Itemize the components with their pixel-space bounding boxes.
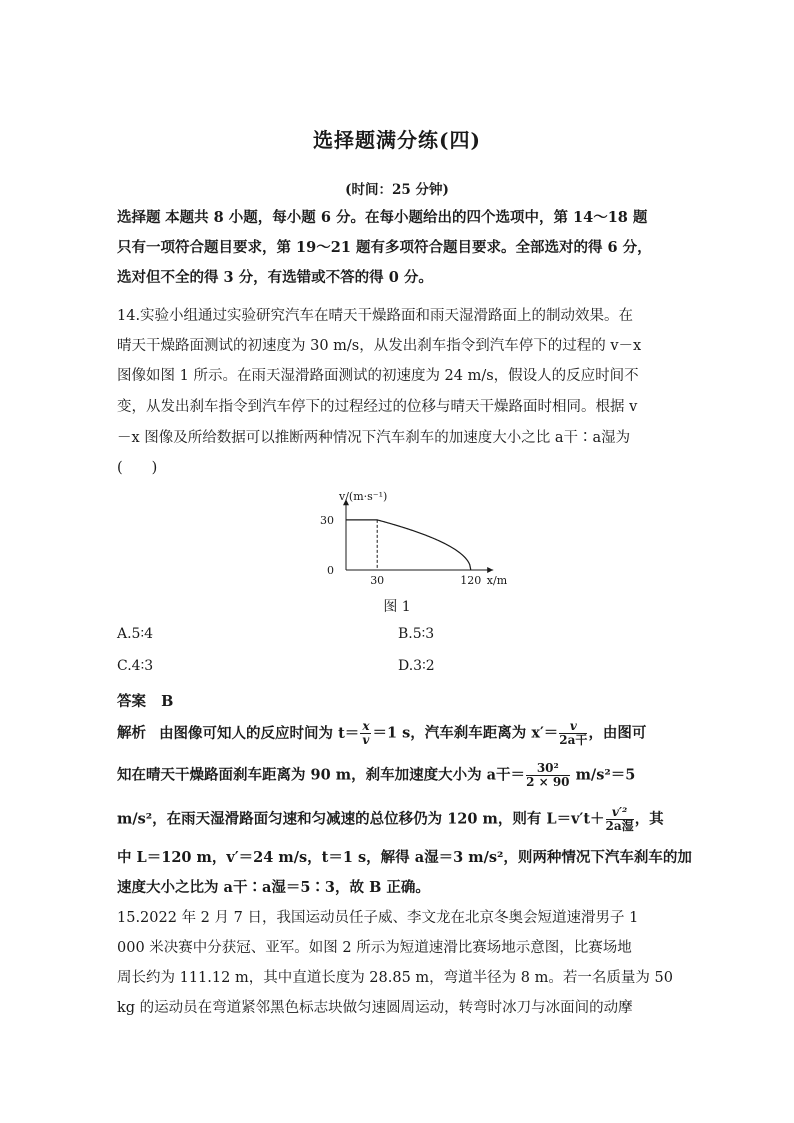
option-c: C.4∶3 [117, 658, 154, 674]
instructions-label: 选择题 [117, 209, 161, 226]
answer-value: B [161, 693, 174, 710]
analysis-text-3a: m/s²，在雨天湿滑路面匀速和匀减速的总位移仍为 120 m，则有 L＝v′t＋ [117, 810, 605, 828]
analysis-fraction-4 [606, 806, 634, 833]
analysis-text-2a: 知在晴天干燥路面刹车距离为 90 m，刹车加速度大小为 a干＝ [117, 766, 526, 784]
origin-label: 0 [327, 564, 334, 577]
x-tick-label-120: 120 [460, 574, 482, 587]
q14-line-6: ( ) [117, 460, 158, 476]
q15-line-3: 周长约为 111.12 m，其中直道长度为 28.85 m，弯道半径为 8 m。若一名质量为 50 [117, 970, 673, 986]
fraction-3-denominator: 2 × 90 [526, 775, 570, 789]
analysis-line-1 [117, 720, 646, 747]
x-axis-label: x/m [486, 574, 508, 587]
analysis-fraction-2 [559, 720, 587, 747]
analysis-text-2b: m/s²＝5 [570, 766, 636, 784]
figure-1-caption: 图 1 [383, 599, 411, 615]
instructions-line-3: 选对但不全的得 3 分，有选错或不答的得 0 分。 [117, 269, 433, 286]
time-note: (时间：25 分钟) [345, 182, 449, 198]
analysis-line-5: 速度大小之比为 a干∶a湿＝5∶3，故 B 正确。 [117, 879, 430, 896]
q14-line-2: 晴天干燥路面测试的初速度为 30 m/s，从发出刹车指令到汽车停下的过程的 v－x [117, 338, 642, 354]
fraction-3-numerator: 30² [526, 762, 569, 776]
instructions-line-2: 只有一项符合题目要求，第 19～21 题有多项符合题目要求。全部选对的得 6 分， [117, 239, 652, 256]
analysis-text-1a: 由图像可知人的反应时间为 t＝ [159, 724, 360, 742]
q14-line-1: 14.实验小组通过实验研究汽车在晴天干燥路面和雨天湿滑路面上的制动效果。在 [117, 308, 634, 324]
series-line-v-x [346, 520, 471, 570]
q14-line-5: －x 图像及所给数据可以推断两种情况下汽车刹车的加速度大小之比 a干∶a湿为 [117, 430, 631, 446]
vx-chart [300, 488, 508, 588]
analysis-label: 解析 [117, 724, 146, 742]
y-axis-label: v/(m·s⁻¹) [339, 490, 388, 503]
analysis-text-1c: ，由图可 [588, 724, 647, 742]
x-tick-label-30: 30 [370, 574, 385, 587]
option-d: D.3∶2 [398, 658, 435, 674]
q14-line-3: 图像如图 1 所示。在雨天湿滑路面测试的初速度为 24 m/s，假设人的反应时间不 [117, 368, 639, 384]
q15-line-1: 15.2022 年 2 月 7 日，我国运动员任子威、李文龙在北京冬奥会短道速滑男子 1 [117, 910, 639, 926]
analysis-text-1b: ＝1 s，汽车刹车距离为 x′＝ [372, 724, 559, 742]
analysis-text-3b: ，其 [634, 810, 664, 828]
answer-line [117, 690, 173, 711]
fraction-2-denominator: 2a干 [559, 733, 588, 747]
fraction-4-numerator: v′² [606, 806, 634, 820]
q15-line-4: kg 的运动员在弯道紧邻黑色标志块做匀速圆周运动，转弯时冰刀与冰面间的动摩 [117, 1000, 633, 1016]
analysis-fraction-3 [526, 762, 569, 789]
fraction-2-numerator: v [559, 720, 587, 734]
q14-line-4: 变，从发出刹车指令到汽车停下的过程经过的位移与晴天干燥路面时相同。根据 v [117, 399, 638, 415]
instructions-text-1: 本题共 8 小题，每小题 6 分。在每小题给出的四个选项中，第 14～18 题 [165, 209, 648, 226]
fraction-1-denominator: v [362, 733, 370, 747]
x-axis-arrow [487, 567, 493, 573]
analysis-line-4: 中 L＝120 m，v′＝24 m/s，t＝1 s，解得 a湿＝3 m/s²，则两种情况下汽车刹车的加 [117, 849, 692, 866]
fraction-4-denominator: 2a湿 [605, 819, 634, 833]
analysis-line-2 [117, 762, 635, 789]
analysis-line-3 [117, 806, 664, 833]
page-title: 选择题满分练(四) [313, 128, 481, 152]
instructions-line-1 [117, 206, 647, 227]
option-a: A.5∶4 [117, 626, 154, 642]
y-tick-label-30: 30 [320, 513, 334, 527]
option-b: B.5∶3 [398, 626, 435, 642]
answer-label: 答案 [117, 693, 146, 710]
fraction-1-numerator: x [362, 719, 370, 733]
analysis-fraction-1 [360, 720, 371, 747]
q15-line-2: 000 米决赛中分获冠、亚军。如图 2 所示为短道速滑比赛场地示意图，比赛场地 [117, 940, 632, 956]
